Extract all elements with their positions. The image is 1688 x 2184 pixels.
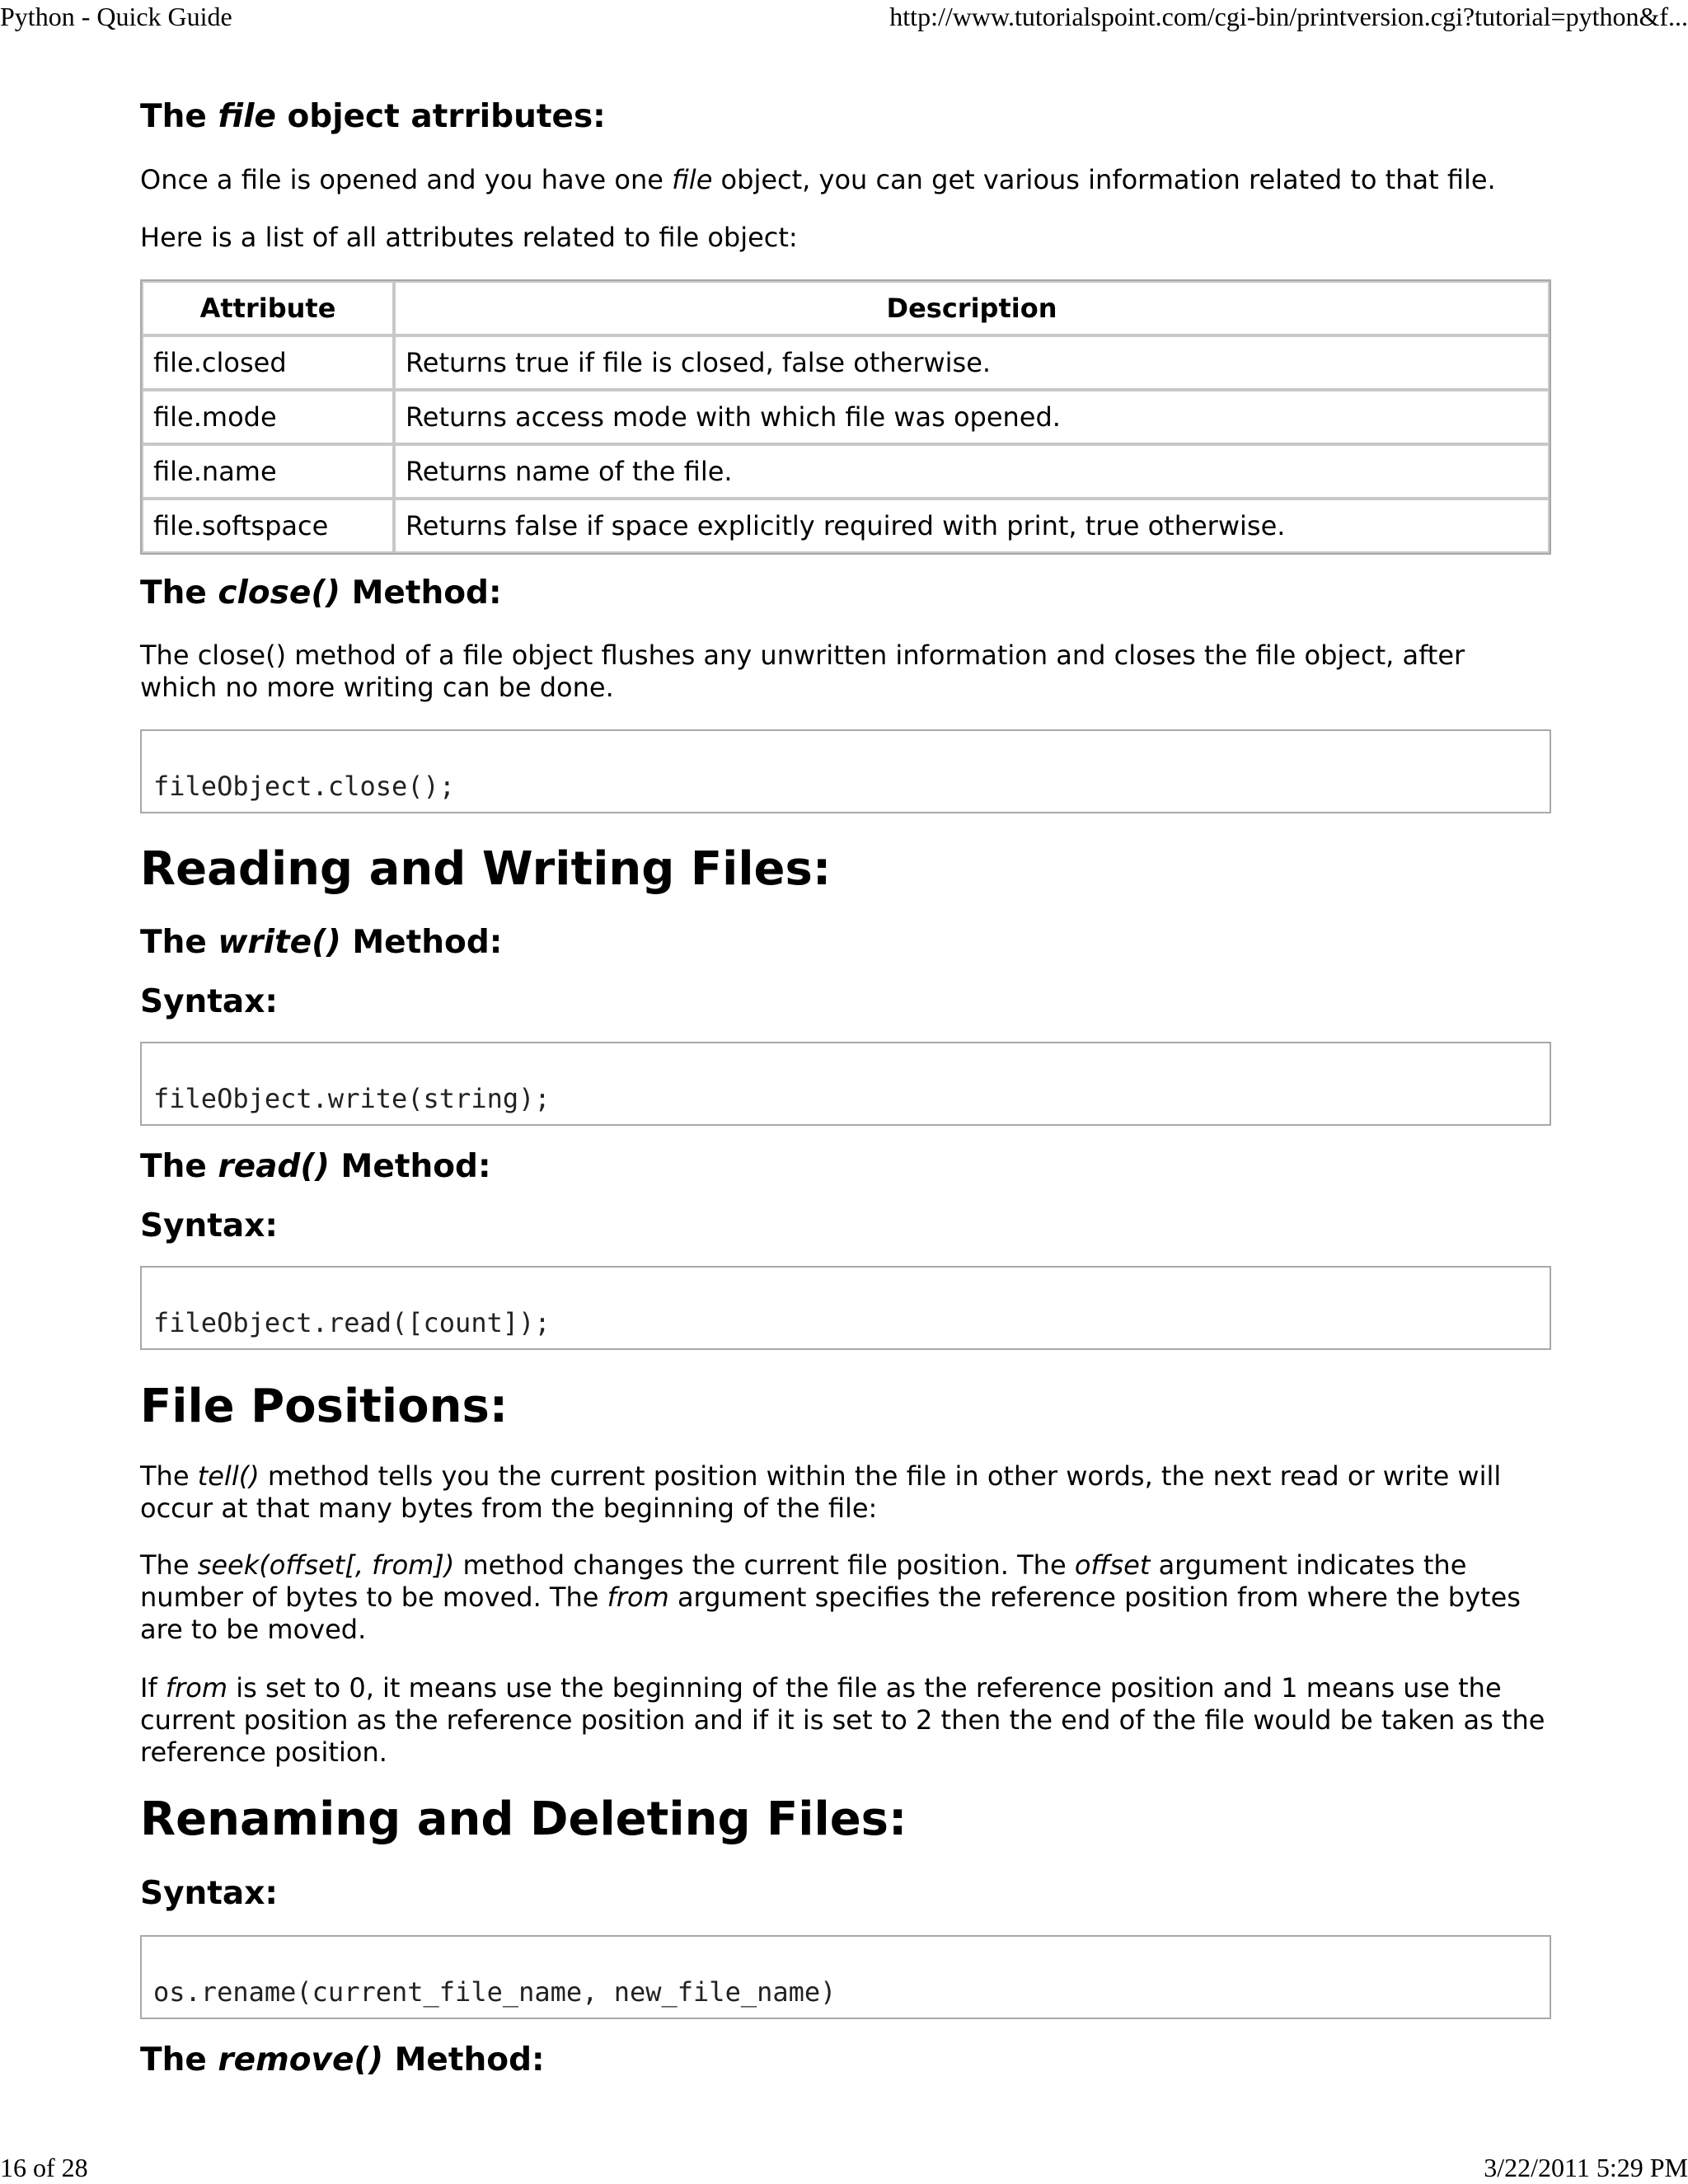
remove-method-heading: The remove() Method: bbox=[140, 2041, 545, 2079]
file-positions-heading: File Positions: bbox=[140, 1380, 509, 1433]
print-header-url: http://www.tutorialspoint.com/cgi-bin/printversion.cgi?tutorial=python&f... bbox=[889, 2, 1688, 31]
tell-method-text: The tell() method tells you the current position within the file in other words, the next read or write will occur at that many bytes from the beginning of the file: bbox=[140, 1460, 1502, 1524]
table-cell-description: Returns name of the file. bbox=[394, 444, 1550, 499]
read-code-block bbox=[140, 1266, 1551, 1350]
close-code: fileObject.close(); bbox=[153, 771, 456, 802]
table-row bbox=[142, 444, 1550, 499]
renaming-deleting-heading: Renaming and Deleting Files: bbox=[140, 1793, 907, 1846]
print-datetime: 3/22/2011 5:29 PM bbox=[1484, 2153, 1688, 2182]
table-cell-description: Returns true if file is closed, false otherwise. bbox=[394, 335, 1550, 390]
table-row bbox=[142, 390, 1550, 444]
read-syntax-label: Syntax: bbox=[140, 1207, 278, 1244]
close-method-text: The close() method of a file object flushes any unwritten information and closes the file object, after which no more writing can be done. bbox=[140, 640, 1465, 703]
table-header-row bbox=[142, 281, 1550, 335]
close-method-heading: The close() Method: bbox=[140, 574, 502, 612]
table-header-description: Description bbox=[394, 281, 1550, 335]
close-code-block bbox=[140, 729, 1551, 813]
print-header-title: Python - Quick Guide bbox=[0, 2, 232, 31]
print-footer bbox=[0, 2151, 1688, 2184]
write-method-heading: The write() Method: bbox=[140, 924, 503, 961]
rename-code-block bbox=[140, 1935, 1551, 2019]
table-cell-attribute: file.softspace bbox=[142, 499, 394, 553]
table-cell-attribute: file.closed bbox=[142, 335, 394, 390]
file-attributes-heading: The file object atrributes: bbox=[140, 98, 606, 135]
write-code-block bbox=[140, 1042, 1551, 1126]
write-code: fileObject.write(string); bbox=[153, 1083, 551, 1114]
reading-writing-heading: Reading and Writing Files: bbox=[140, 842, 832, 896]
table-header-attribute: Attribute bbox=[142, 281, 394, 335]
file-attributes-list-intro: Here is a list of all attributes related to file object: bbox=[140, 222, 798, 253]
page-number: 16 of 28 bbox=[0, 2153, 88, 2182]
rename-syntax-label: Syntax: bbox=[140, 1875, 278, 1912]
seek-method-text: The seek(offset[, from]) method changes the current file position. The offset argument indicates the number of bytes to be moved. The from argument specifies the reference position from where the bytes are to be moved. bbox=[140, 1549, 1521, 1645]
table-cell-attribute: file.name bbox=[142, 444, 394, 499]
rename-code: os.rename(current_file_name, new_file_name) bbox=[153, 1976, 837, 2008]
file-attributes-table bbox=[140, 279, 1551, 555]
table-cell-description: Returns false if space explicitly required with print, true otherwise. bbox=[394, 499, 1550, 553]
read-method-heading: The read() Method: bbox=[140, 1148, 491, 1185]
read-code: fileObject.read([count]); bbox=[153, 1307, 551, 1338]
print-header bbox=[0, 0, 1688, 33]
write-syntax-label: Syntax: bbox=[140, 983, 278, 1020]
from-argument-text: If from is set to 0, it means use the beginning of the file as the reference position and 1 means use the current position as the reference position and if it is set to 2 then the end of the file would be taken as the reference position. bbox=[140, 1672, 1545, 1768]
file-attributes-intro: Once a file is opened and you have one file object, you can get various information related to that file. bbox=[140, 164, 1496, 195]
table-cell-description: Returns access mode with which file was opened. bbox=[394, 390, 1550, 444]
table-row bbox=[142, 335, 1550, 390]
table-cell-attribute: file.mode bbox=[142, 390, 394, 444]
table-row bbox=[142, 499, 1550, 553]
